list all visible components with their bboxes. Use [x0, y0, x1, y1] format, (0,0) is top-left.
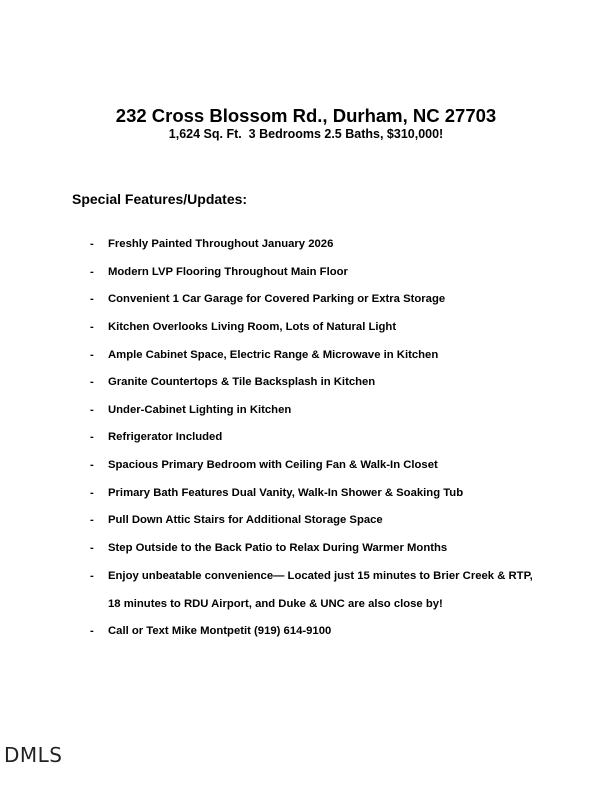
feature-text: Freshly Painted Throughout January 2026 [108, 238, 334, 250]
feature-text: Refrigerator Included [108, 431, 223, 443]
bullet-dash: - [90, 321, 94, 333]
feature-text: Pull Down Attic Stairs for Additional Storage Space [108, 514, 383, 526]
property-address: 232 Cross Blossom Rd., Durham, NC 27703 [115, 105, 497, 126]
feature-text: Kitchen Overlooks Living Room, Lots of Natural Light [108, 321, 397, 333]
features-heading: Special Features/Updates: [72, 191, 248, 207]
bullet-dash: - [90, 376, 94, 388]
bullet-dash: - [90, 404, 94, 416]
mls-logo: DMLS [4, 743, 63, 767]
feature-text: Ample Cabinet Space, Electric Range & Microwave in Kitchen [108, 349, 439, 361]
bullet-dash: - [90, 625, 94, 637]
bullet-dash: - [90, 542, 94, 554]
bullet-dash: - [90, 293, 94, 305]
feature-text: Under-Cabinet Lighting in Kitchen [108, 404, 292, 416]
bullet-dash: - [90, 238, 94, 250]
feature-text: Granite Countertops & Tile Backsplash in Kitchen [108, 376, 376, 388]
bullet-dash: - [90, 514, 94, 526]
feature-text: Step Outside to the Back Patio to Relax During Warmer Months [108, 542, 448, 554]
bullet-dash: - [90, 459, 94, 471]
feature-text: Primary Bath Features Dual Vanity, Walk-In Shower & Soaking Tub [108, 487, 464, 499]
bullet-dash: - [90, 431, 94, 443]
feature-text: Call or Text Mike Montpetit (919) 614-9100 [108, 625, 332, 637]
bullet-dash: - [90, 349, 94, 361]
property-details: 1,624 Sq. Ft. 3 Bedrooms 2.5 Baths, $310,000! [168, 127, 444, 141]
bullet-dash: - [90, 487, 94, 499]
feature-text: Spacious Primary Bedroom with Ceiling Fan & Walk-In Closet [108, 459, 438, 471]
feature-text: Enjoy unbeatable convenience— Located just 15 minutes to Brier Creek & RTP, 18 minutes to RDU Airport, and Duke & UNC are also close by! [108, 570, 533, 610]
bullet-dash: - [90, 266, 94, 278]
bullet-dash: - [90, 570, 94, 582]
feature-text: Convenient 1 Car Garage for Covered Parking or Extra Storage [108, 293, 446, 305]
feature-text: Modern LVP Flooring Throughout Main Floor [108, 266, 348, 278]
